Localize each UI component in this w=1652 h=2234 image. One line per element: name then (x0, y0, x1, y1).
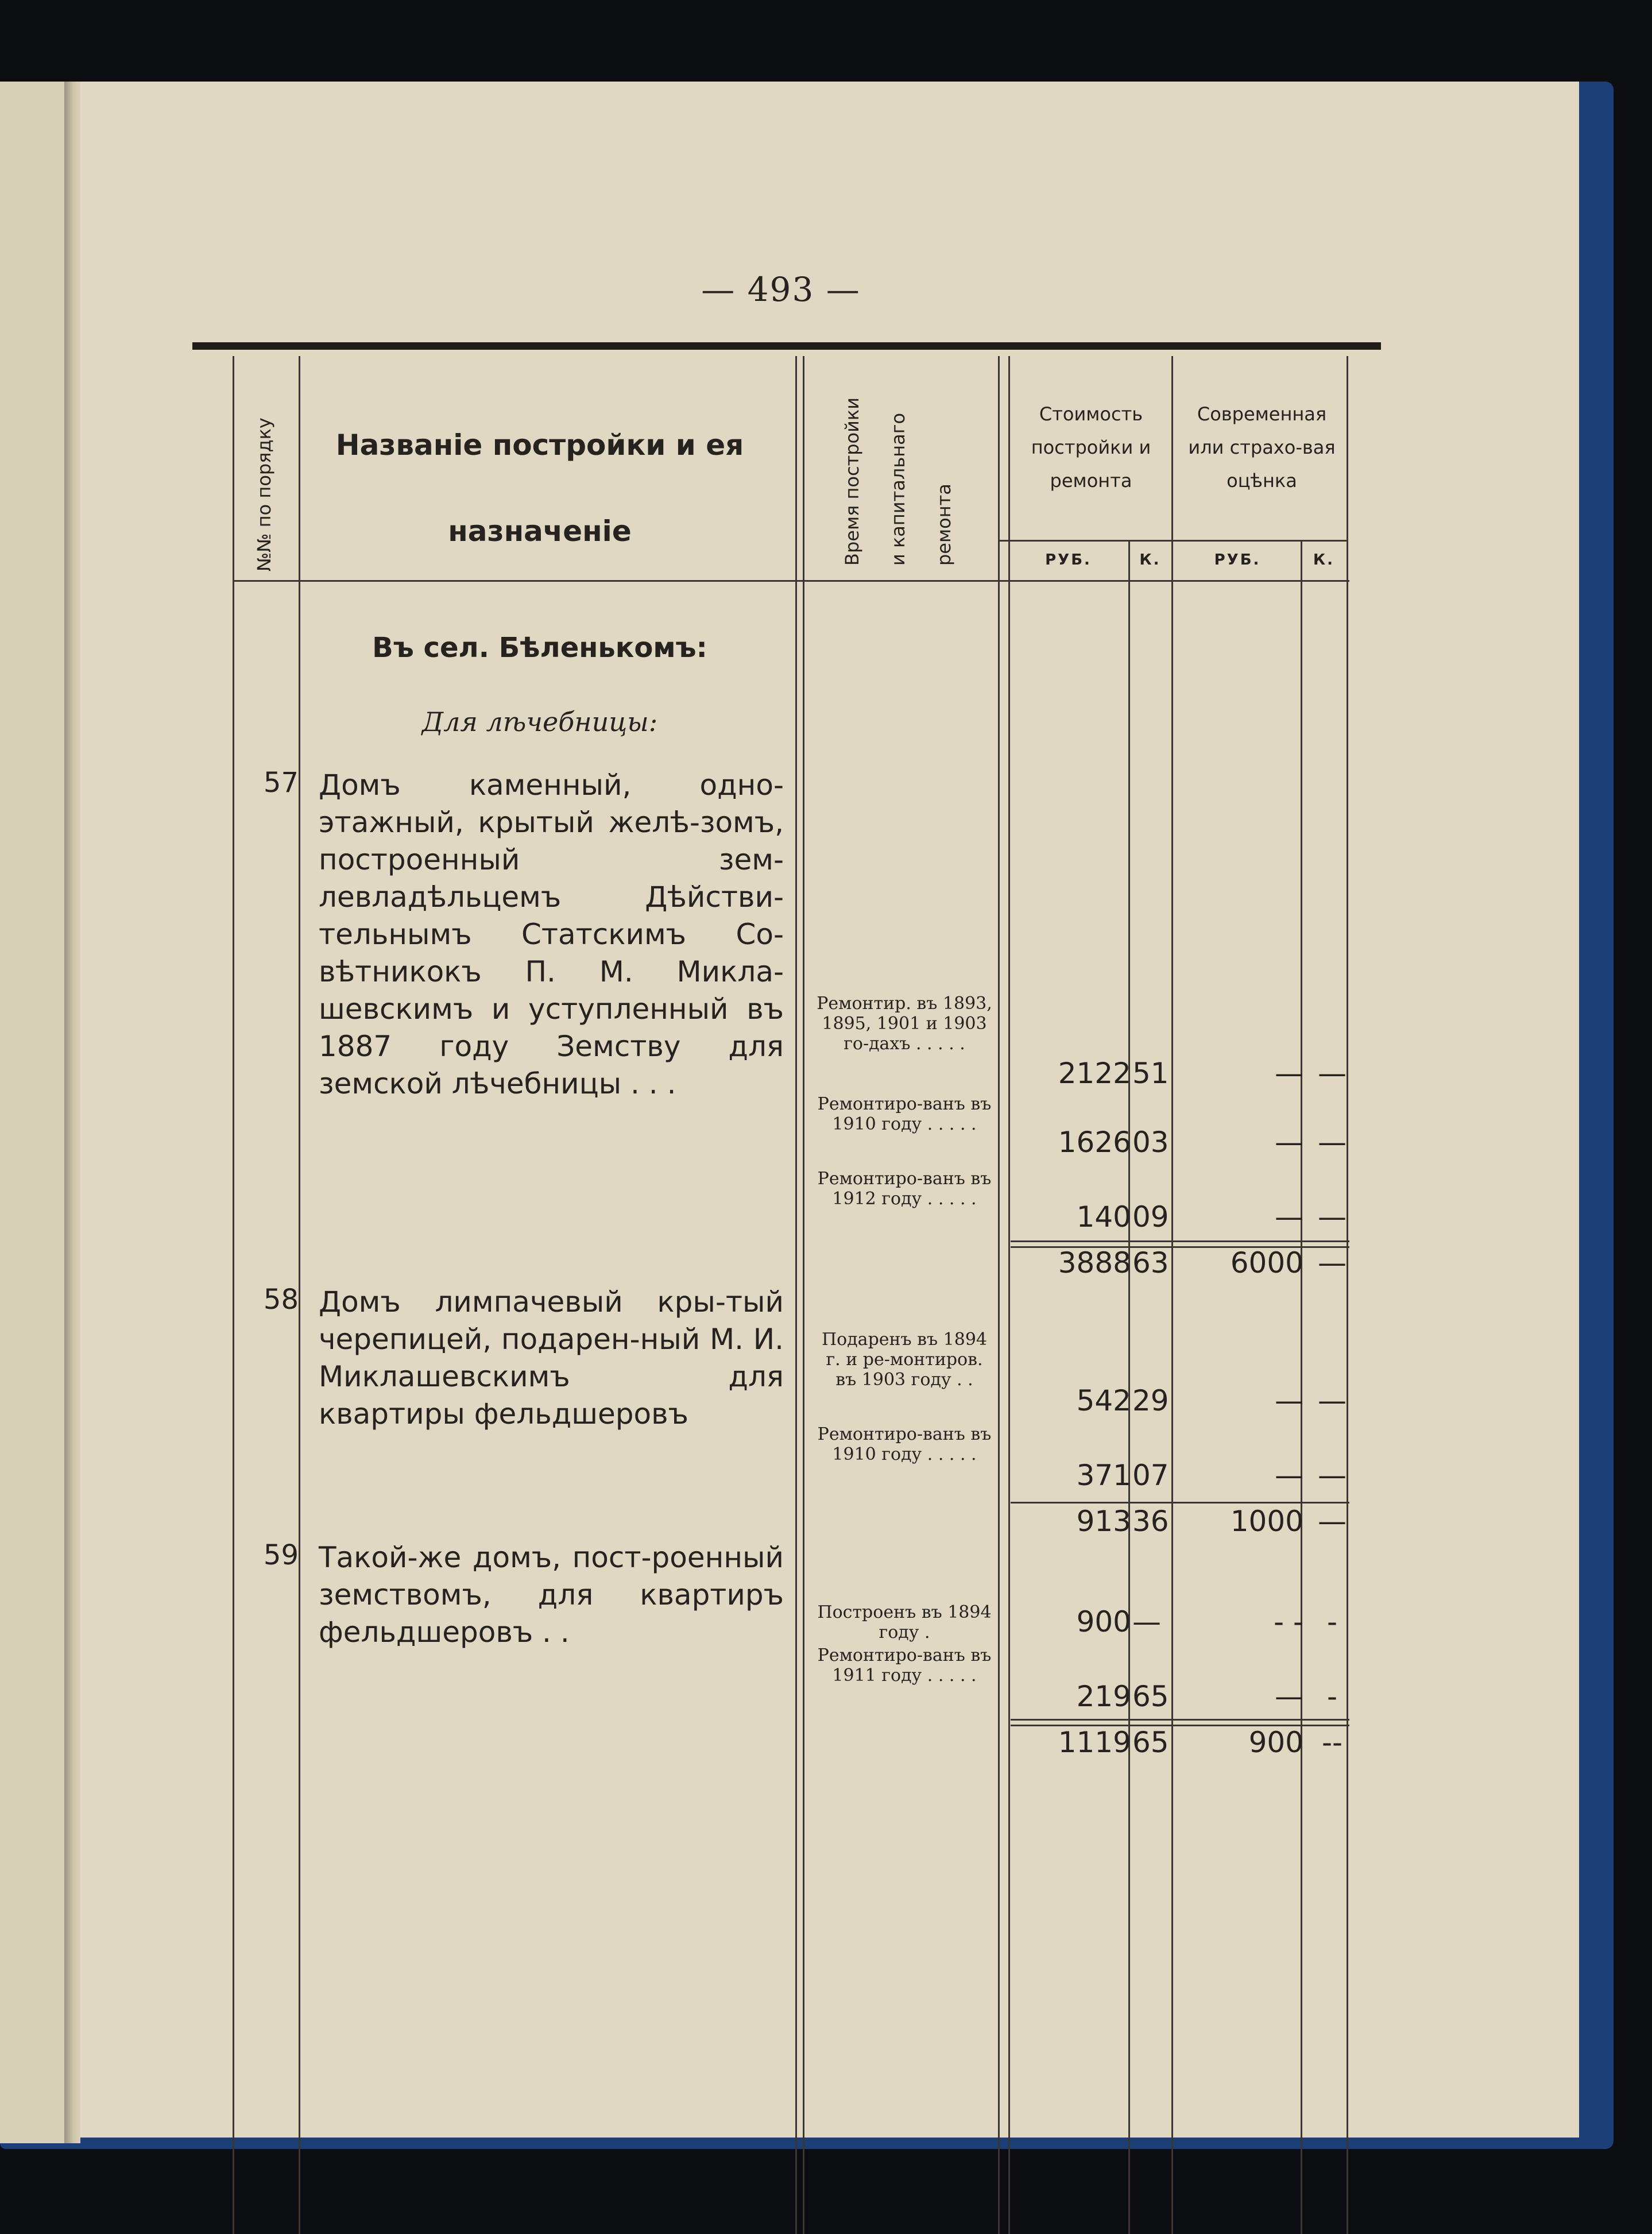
total-cost-kop: 63 (1132, 1246, 1169, 1280)
table-line (998, 356, 1000, 2234)
insurance-rub: - - (1274, 1605, 1303, 1638)
table-line (998, 540, 1348, 542)
row-description: Такой-же домъ, пост-роенный земствомъ, для квартиръ фельдшеровъ . . (319, 1541, 784, 1649)
insurance-kop: — (1318, 1200, 1347, 1234)
table-line (233, 580, 1349, 582)
header-cost: Стоимость постройки и ремонта (1031, 403, 1151, 492)
row-description: Домъ каменный, одно-этажный, крытый желѣ-зомъ, построенный зем-левладѣльцемъ Дѣйстви-тельнымъ Статскимъ Со-вѣтникокъ П. М. Микла-шевскимъ и уступленный въ 1887 году Земству для земской лѣчебницы . . . (319, 768, 784, 1100)
unit-kop: К. (1313, 551, 1335, 569)
header-building-name: Названiе постройки и ея назначенiе (335, 428, 744, 548)
insurance-rub: — (1275, 1384, 1303, 1417)
total-cost-rub: 913 (1076, 1505, 1131, 1538)
row-note: Построенъ въ 1894 году . (817, 1602, 992, 1642)
header-time-line-1: Время постройки (841, 397, 863, 566)
table-line (1171, 356, 1173, 2234)
cost-kop: 07 (1132, 1459, 1169, 1492)
cost-kop: — (1132, 1605, 1161, 1638)
cost-rub: 2122 (1058, 1057, 1131, 1090)
row-description: Домъ лимпачевый кры-тый черепицей, подарен-ный М. И. Миклашевскимъ для квартиры фельдшеровъ (319, 1285, 784, 1431)
table-line (803, 356, 804, 2234)
cost-rub: 219 (1076, 1680, 1131, 1713)
table-line (795, 356, 797, 2234)
insurance-kop: — (1318, 1057, 1347, 1090)
previous-page-edge (0, 82, 64, 2143)
insurance-rub: — (1275, 1200, 1303, 1234)
row-note: Подаренъ въ 1894 г. и ре-монтиров. въ 1903 году . . (821, 1329, 988, 1390)
cost-kop: 09 (1132, 1200, 1169, 1234)
insurance-rub: — (1275, 1459, 1303, 1492)
header-insurance: Современная или страхо-вая оцѣнка (1188, 403, 1336, 492)
row-note: Ремонтиро-ванъ въ 1911 году . . . . . (817, 1645, 992, 1686)
total-cost-kop: 65 (1132, 1726, 1169, 1759)
header-number: №№ по порядку (253, 418, 275, 571)
insurance-kop: - (1326, 1680, 1338, 1713)
table-line (299, 356, 300, 2234)
cost-rub: 140 (1076, 1200, 1131, 1234)
total-cost-kop: 36 (1132, 1505, 1169, 1538)
total-insurance-kop: -- (1321, 1726, 1343, 1759)
row-note: Ремонтиро-ванъ въ 1910 году . . . . . (817, 1424, 992, 1464)
table-line (1008, 356, 1010, 2234)
total-insurance-rub: 6000 (1230, 1246, 1303, 1280)
row-note: Ремонтиро-ванъ въ 1910 году . . . . . (817, 1094, 992, 1134)
row-number: 57 (263, 767, 299, 799)
unit-kop: К. (1139, 551, 1161, 569)
table-line (233, 356, 234, 2234)
unit-rub: РУБ. (1045, 551, 1092, 569)
insurance-rub: — (1275, 1126, 1303, 1159)
subtotal-rule (1011, 1719, 1349, 1721)
insurance-kop: - (1326, 1605, 1338, 1638)
total-insurance-rub: 1000 (1230, 1505, 1303, 1538)
cost-rub: 542 (1076, 1384, 1131, 1417)
subtotal-rule (1011, 1240, 1349, 1242)
header-time-line-3: ремонта (933, 484, 955, 566)
insurance-kop: — (1318, 1126, 1347, 1159)
page-number: — 493 — (701, 270, 861, 309)
cost-rub: 900 (1076, 1605, 1131, 1638)
cost-rub: 1626 (1058, 1126, 1131, 1159)
total-cost-rub: 3888 (1058, 1246, 1131, 1280)
insurance-kop: — (1318, 1384, 1347, 1417)
subsection-title: Для лѣчебницы: (421, 706, 658, 737)
total-insurance-kop: — (1318, 1246, 1347, 1280)
cost-kop: 03 (1132, 1126, 1169, 1159)
section-title: Въ сел. Бѣленькомъ: (372, 632, 707, 664)
row-number: 58 (263, 1284, 299, 1316)
header-time-line-2: и капитальнаго (887, 412, 909, 566)
row-number: 59 (263, 1539, 299, 1571)
table-line (1347, 356, 1348, 2234)
cost-kop: 29 (1132, 1384, 1169, 1417)
subtotal-rule (1011, 1502, 1349, 1503)
insurance-rub: — (1275, 1680, 1303, 1713)
insurance-kop: — (1318, 1459, 1347, 1492)
cost-rub: 371 (1076, 1459, 1131, 1492)
table-top-rule (192, 342, 1381, 350)
total-insurance-kop: — (1318, 1505, 1347, 1538)
cost-kop: 65 (1132, 1680, 1169, 1713)
total-cost-rub: 1119 (1058, 1726, 1131, 1759)
row-note: Ремонтиро-ванъ въ 1912 году . . . . . (817, 1169, 992, 1209)
row-note: Ремонтир. въ 1893, 1895, 1901 и 1903 го-дахъ . . . . . (817, 994, 992, 1054)
unit-rub: РУБ. (1214, 551, 1261, 569)
cost-kop: 51 (1132, 1057, 1169, 1090)
total-insurance-rub: 900 (1248, 1726, 1303, 1759)
insurance-rub: — (1275, 1057, 1303, 1090)
book-gutter (64, 82, 80, 2143)
